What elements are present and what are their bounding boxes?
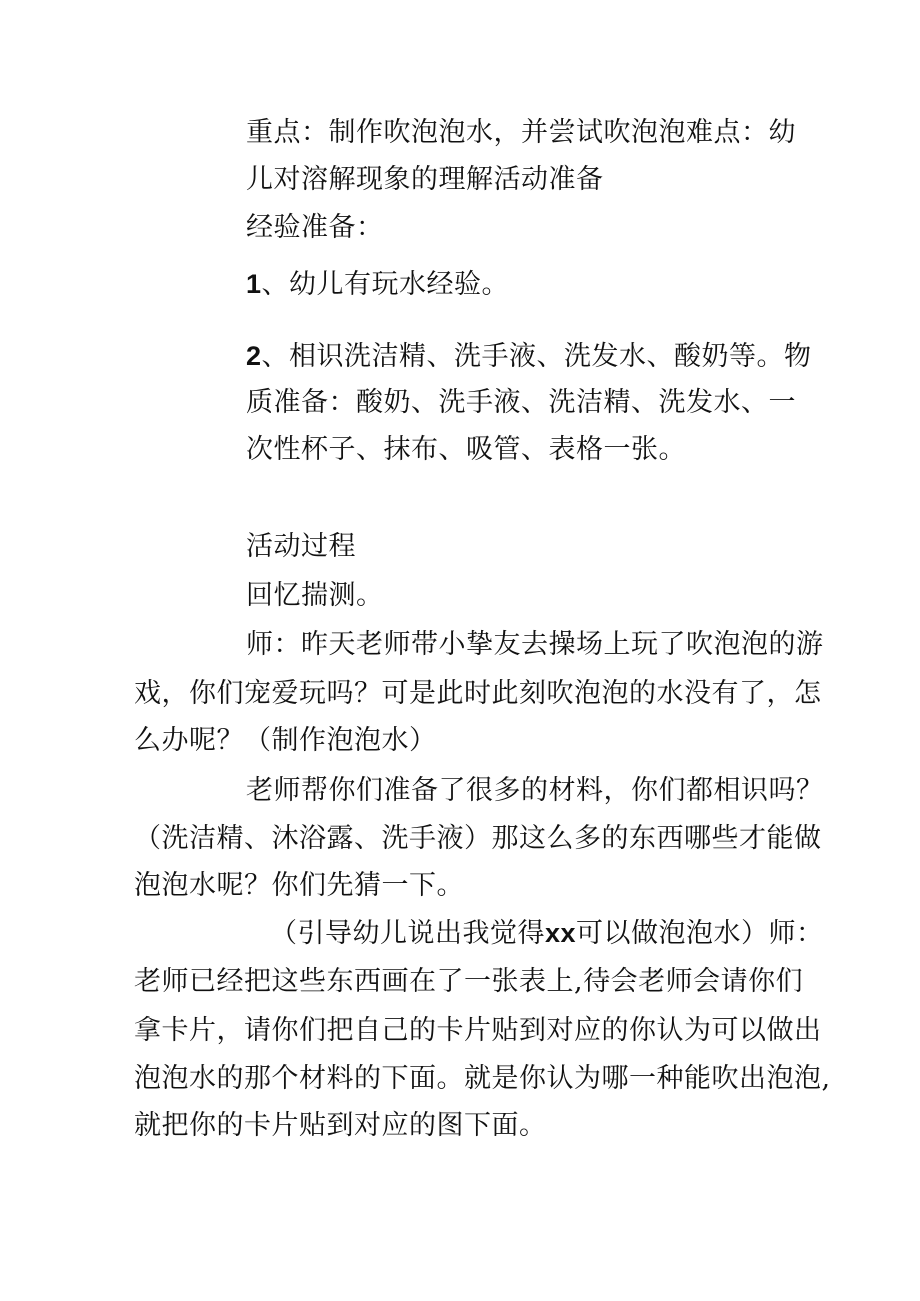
teacher-para-3-line-2: 老师已经把这些东西画在了一张表上,待会老师会请你们 bbox=[134, 966, 804, 997]
teacher-para-3-line-3: 拿卡片，请你们把自己的卡片贴到对应的你认为可以做出 bbox=[134, 1015, 822, 1046]
prep-item-2-line-2: 质准备：酸奶、洗手液、洗洁精、洗发水、一 bbox=[246, 387, 796, 418]
recall-line: 回忆揣测。 bbox=[246, 580, 384, 611]
teacher-para-3-line-4: 泡泡水的那个材料的下面。就是你认为哪一种能吹出泡泡, bbox=[134, 1063, 831, 1094]
experience-heading: 经验准备： bbox=[246, 212, 384, 243]
prep-item-2-line-3: 次性杯子、抹布、吸管、表格一张。 bbox=[246, 434, 686, 465]
prep-item-2-number: 2 bbox=[246, 341, 262, 371]
teacher-para-3-xx: xx bbox=[545, 918, 577, 948]
teacher-para-2-line-1: 老师帮你们准备了很多的材料，你们都相识吗？ bbox=[246, 775, 824, 806]
teacher-para-1-line-3: 么办呢？（制作泡泡水） bbox=[134, 725, 437, 756]
prep-item-2-text: 、相识洗洁精、洗手液、洗发水、酸奶等。物 bbox=[261, 341, 812, 372]
teacher-para-3-line-1-post: 可以做泡泡水）师： bbox=[576, 918, 824, 949]
teacher-para-3-line-1-pre: （引导幼儿说出我觉得 bbox=[270, 918, 545, 949]
prep-item-1-text: 、幼儿有玩水经验。 bbox=[261, 269, 510, 300]
prep-item-1-number: 1 bbox=[246, 269, 262, 299]
process-heading: 活动过程 bbox=[246, 531, 356, 562]
prep-item-2-line-1 bbox=[246, 336, 812, 377]
teacher-para-1-line-1: 师：昨天老师带小挚友去操场上玩了吹泡泡的游 bbox=[246, 629, 824, 660]
teacher-para-1-line-2: 戏，你们宠爱玩吗？可是此时此刻吹泡泡的水没有了，怎 bbox=[134, 678, 822, 709]
teacher-para-2-line-3: 泡泡水呢？你们先猜一下。 bbox=[134, 870, 464, 901]
focus-line-2: 儿对溶解现象的理解活动准备 bbox=[246, 164, 604, 195]
focus-line-1: 重点：制作吹泡泡水，并尝试吹泡泡难点：幼 bbox=[246, 117, 796, 148]
teacher-para-3-line-1 bbox=[270, 913, 824, 954]
teacher-para-3-line-5: 就把你的卡片贴到对应的图下面。 bbox=[134, 1110, 547, 1141]
prep-item-1 bbox=[246, 264, 509, 305]
teacher-para-2-line-2: （洗洁精、沐浴露、洗手液）那这么多的东西哪些才能做 bbox=[134, 823, 822, 854]
